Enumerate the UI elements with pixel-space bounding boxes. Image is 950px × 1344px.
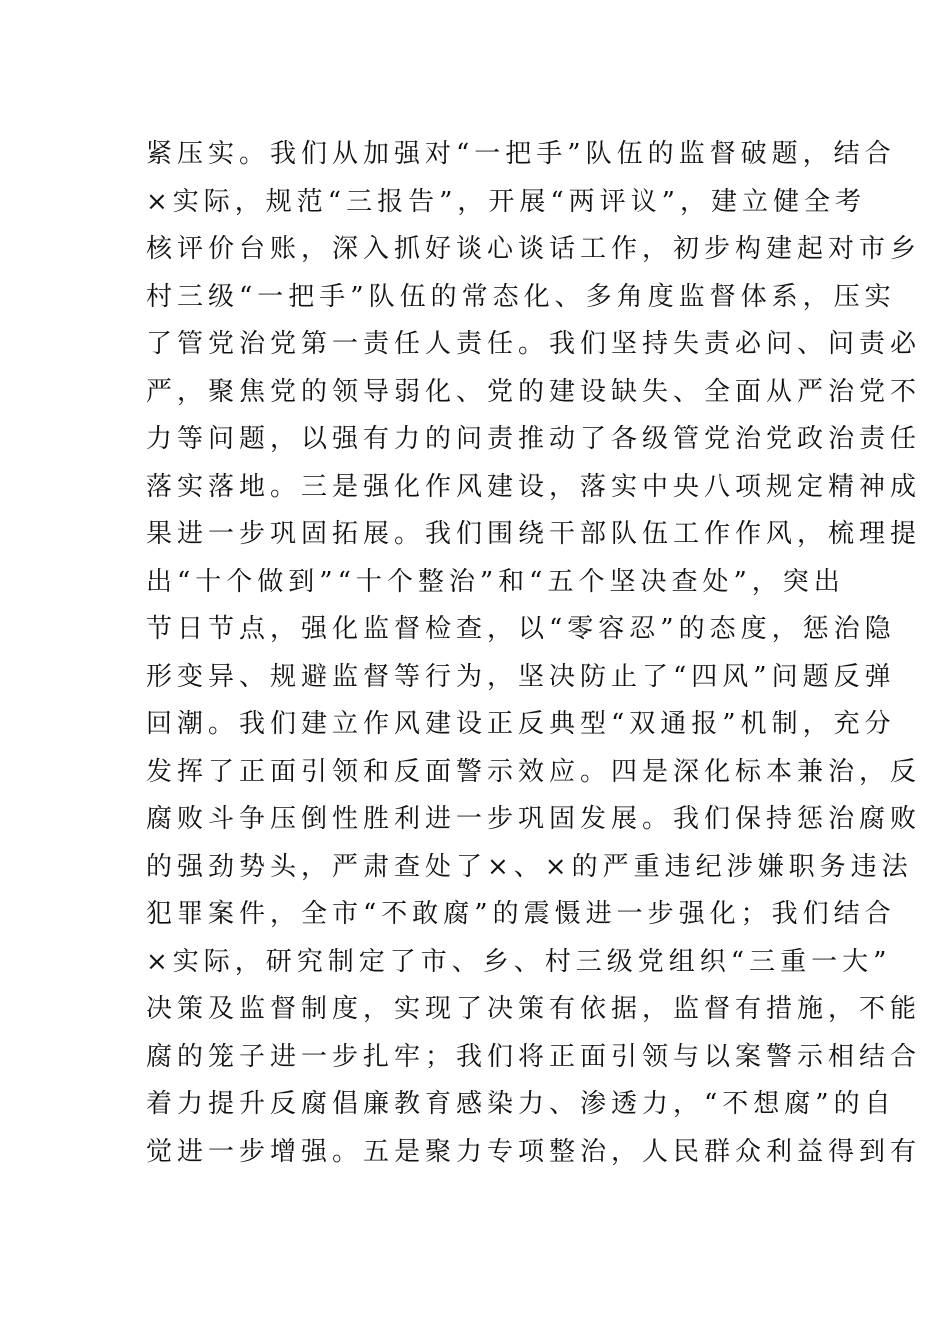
text-line: ×实际，研究制定了市、乡、村三级党组织“三重一大” — [146, 946, 892, 977]
text-line: 腐败斗争压倒性胜利进一步巩固发展。我们保持惩治腐败 — [146, 804, 922, 834]
text-line: 回潮。我们建立作风建设正反典型“双通报”机制，充分 — [146, 709, 896, 739]
text-line: 落实落地。三是强化作风建设，落实中央八项规定精神成 — [146, 471, 922, 502]
text-line: 核评价台账，深入抓好谈心谈话工作，初步构建起对市乡 — [146, 234, 922, 264]
text-line: 犯罪案件，全市“不敢腐”的震慑进一步强化；我们结合 — [146, 899, 896, 929]
text-line: 决策及监督制度，实现了决策有依据，监督有措施，不能 — [146, 994, 922, 1024]
text-line: 腐的笼子进一步扎牢；我们将正面引领与以案警示相结合 — [146, 1041, 922, 1072]
text-line: 严，聚焦党的领导弱化、党的建设缺失、全面从严治党不 — [146, 376, 922, 407]
text-line: 的强劲势头，严肃查处了×、×的严重违纪涉嫌职务违法 — [146, 851, 913, 882]
text-line: 发挥了正面引领和反面警示效应。四是深化标本兼治，反 — [146, 756, 922, 787]
text-line: 着力提升反腐倡廉教育感染力、渗透力，“不想腐”的自 — [146, 1089, 896, 1119]
text-line: 力等问题，以强有力的问责推动了各级管党治党政治责任 — [146, 424, 922, 454]
body-paragraph — [146, 131, 922, 1176]
text-line: 形变异、规避监督等行为，坚决防止了“四风”问题反弹 — [146, 661, 896, 692]
text-line: 出“十个做到”“十个整治”和“五个坚决查处”，突出 — [146, 566, 845, 597]
text-line: ×实际，规范“三报告”，开展“两评议”，建立健全考 — [146, 186, 866, 217]
text-line: 觉进一步增强。五是聚力专项整治，人民群众利益得到有 — [146, 1136, 922, 1167]
text-line: 紧压实。我们从加强对“一把手”队伍的监督破题，结合 — [146, 139, 896, 169]
text-line: 果进一步巩固拓展。我们围绕干部队伍工作作风，梳理提 — [146, 519, 922, 549]
text-line: 村三级“一把手”队伍的常态化、多角度监督体系，压实 — [146, 281, 896, 312]
text-line: 了管党治党第一责任人责任。我们坚持失责必问、问责必 — [146, 329, 922, 359]
text-line: 节日节点，强化监督检查，以“零容忍”的态度，惩治隐 — [146, 614, 896, 644]
